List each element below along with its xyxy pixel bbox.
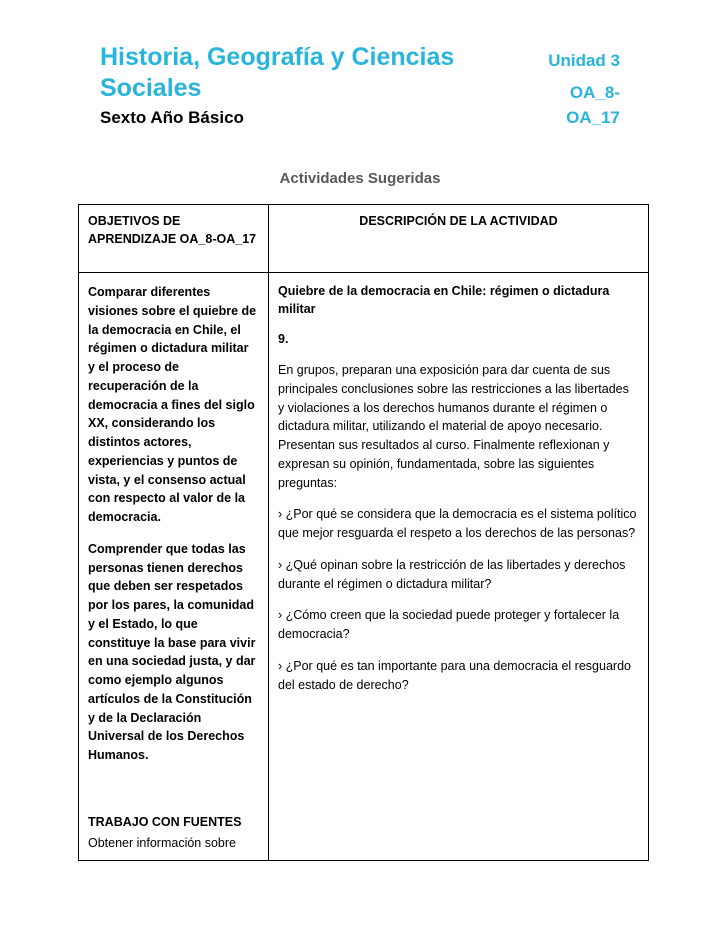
- unit-label: Unidad 3: [548, 51, 620, 71]
- document-header: [100, 42, 620, 130]
- document-subtitle: Sexto Año Básico: [100, 107, 244, 127]
- objective-paragraph: Comprender que todas las personas tienen derechos que deben ser respetados por los pares, la comunidad y el Estado, lo que constituye la base para vivir en una sociedad justa, y dar como ejemplo algunos artículos de la Constitución y de la Declaración Universal de los Derechos Humanos.: [88, 541, 256, 763]
- objective-paragraph: Comparar diferentes visiones sobre el quiebre de la democracia en Chile, el régimen o dictadura militar y el proceso de recuperación de la democracia a fines del siglo XX, considerando los distintos actores, experiencias y puntos de vista, y el consenso actual con respecto al valor de la democracia.: [88, 285, 257, 525]
- activity-cell: [269, 273, 649, 861]
- fuentes-text: Obtener información sobre: [88, 835, 236, 850]
- objectives-cell: [79, 273, 269, 861]
- column-header-objectives: OBJETIVOS DE APRENDIZAJE OA_8-OA_17: [79, 205, 269, 273]
- table-body-row: [79, 273, 649, 861]
- activity-number: 9.: [278, 332, 289, 347]
- oa-range-label: OA_8-OA_17: [566, 82, 620, 127]
- fuentes-heading: TRABAJO CON FUENTES: [88, 814, 242, 829]
- activity-question: › ¿Qué opinan sobre la restricción de las libertades y derechos durante el régimen o dictadura militar?: [278, 557, 626, 591]
- activities-table: [78, 204, 649, 861]
- page-heading: Actividades Sugeridas: [279, 170, 441, 188]
- column-header-description: DESCRIPCIÓN DE LA ACTIVIDAD: [269, 205, 649, 273]
- activity-question: › ¿Cómo creen que la sociedad puede proteger y fortalecer la democracia?: [278, 608, 620, 642]
- document-title: Historia, Geografía y Ciencias Sociales: [100, 43, 455, 103]
- header-right: [525, 49, 620, 130]
- activity-description: En grupos, preparan una exposición para dar cuenta de sus principales conclusiones sobre las restricciones a las libertades y violaciones a los derechos humanos durante el régimen o dictadura militar, utilizando el material de apoyo necesario. Presentan sus resultados al curso. Finalmente reflexionan y expresan su opinión, fundamentada, sobre las siguientes preguntas:: [278, 363, 629, 490]
- header-left: [100, 42, 525, 130]
- table-header-row: [79, 205, 649, 273]
- activity-question: › ¿Por qué es tan importante para una democracia el resguardo del estado de derecho?: [278, 658, 631, 692]
- activity-question: › ¿Por qué se considera que la democracia es el sistema político que mejor resguarda el respeto a los derechos de las personas?: [278, 507, 637, 541]
- activity-title: Quiebre de la democracia en Chile: régimen o dictadura militar: [278, 284, 610, 317]
